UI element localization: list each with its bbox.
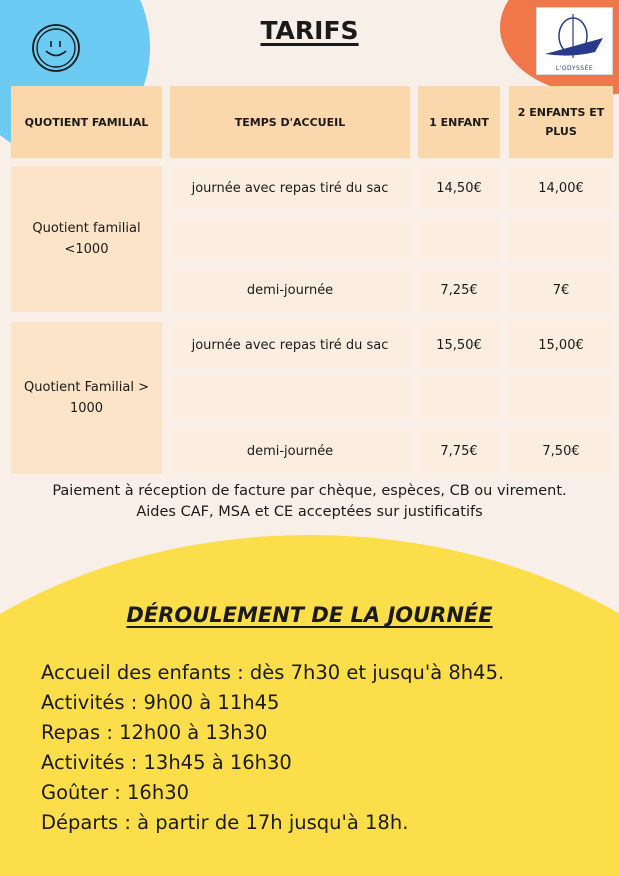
- schedule-item: Départs : à partir de 17h jusqu'à 18h.: [41, 811, 409, 834]
- header-quotient: QUOTIENT FAMILIAL: [11, 86, 162, 158]
- schedule-item: Activités : 9h00 à 11h45: [41, 691, 280, 714]
- header-two-children: 2 ENFANTS ET PLUS: [509, 86, 613, 158]
- schedule-item: Activités : 13h45 à 16h30: [41, 751, 292, 774]
- price-one-child: [418, 218, 500, 262]
- schedule-item: Goûter : 16h30: [41, 781, 190, 804]
- schedule-list: [41, 658, 504, 838]
- price-one-child: 7,25€: [418, 268, 500, 312]
- payment-note: [0, 481, 619, 523]
- logo-caption: L'ODYSSÉE: [555, 65, 594, 72]
- page-title: TARIFS: [260, 16, 359, 45]
- header-temps: TEMPS D'ACCUEIL: [170, 86, 410, 158]
- temps-cell: demi-journée: [170, 268, 410, 312]
- temps-cell: journée avec repas tiré du sac: [170, 166, 410, 210]
- price-two-children: [509, 218, 613, 262]
- price-two-children: 15,00€: [509, 322, 613, 368]
- price-two-children: 7€: [509, 268, 613, 312]
- schedule-title: DÉROULEMENT DE LA JOURNÉE: [126, 603, 493, 627]
- header-one-child: 1 ENFANT: [418, 86, 500, 158]
- price-two-children: [509, 376, 613, 420]
- price-one-child: [418, 376, 500, 420]
- price-two-children: 7,50€: [509, 428, 613, 474]
- price-one-child: 14,50€: [418, 166, 500, 210]
- price-one-child: 7,75€: [418, 428, 500, 474]
- temps-cell: [170, 218, 410, 262]
- payment-note-line: Aides CAF, MSA et CE acceptées sur justificatifs: [136, 504, 483, 520]
- temps-cell: journée avec repas tiré du sac: [170, 322, 410, 368]
- price-two-children: 14,00€: [509, 166, 613, 210]
- quotient-cell: Quotient Familial > 1000: [11, 322, 162, 474]
- temps-cell: demi-journée: [170, 428, 410, 474]
- payment-note-line: Paiement à réception de facture par chèque, espèces, CB ou virement.: [52, 483, 567, 499]
- temps-cell: [170, 376, 410, 420]
- schedule-item: Accueil des enfants : dès 7h30 et jusqu'à 8h45.: [41, 661, 505, 684]
- schedule-item: Repas : 12h00 à 13h30: [41, 721, 268, 744]
- quotient-cell: Quotient familial <1000: [11, 166, 162, 312]
- price-one-child: 15,50€: [418, 322, 500, 368]
